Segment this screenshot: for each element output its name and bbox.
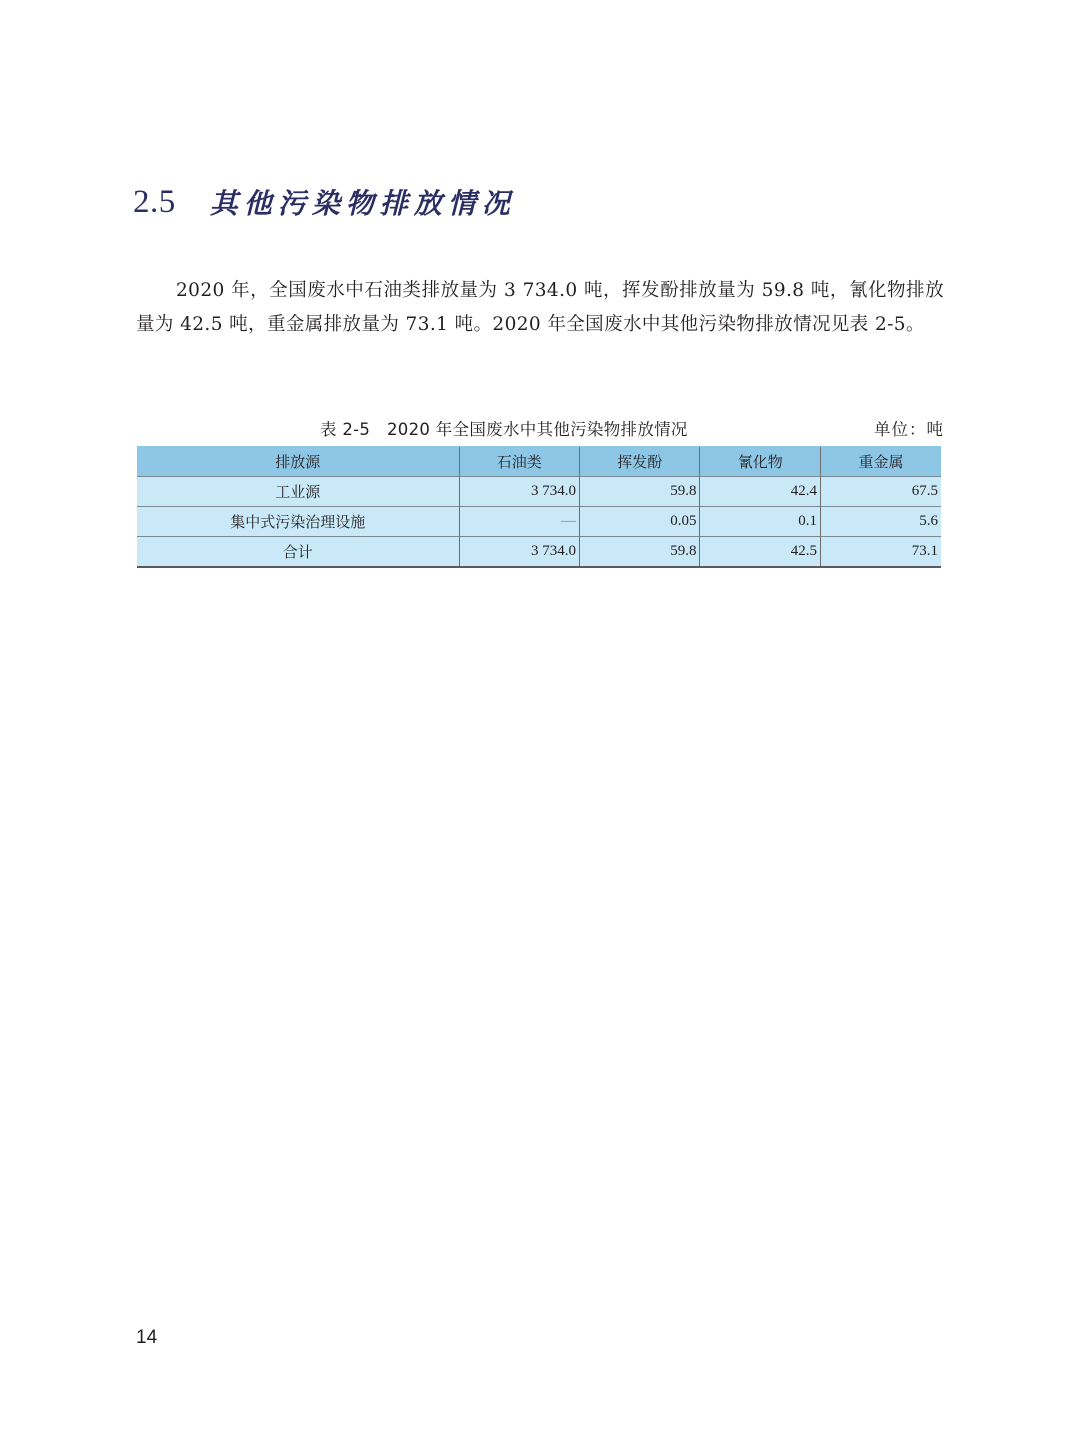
header-source: 排放源: [137, 447, 459, 477]
row-source-label: 工业源: [137, 477, 459, 507]
table-row: [137, 477, 941, 507]
cell-petroleum: 3 734.0: [459, 537, 579, 568]
table-row-total: [137, 537, 941, 568]
cell-phenol: 59.8: [579, 477, 699, 507]
header-phenol: 挥发酚: [579, 447, 699, 477]
cell-heavy-metal: 5.6: [820, 507, 941, 537]
section-number: 2.5: [133, 183, 176, 220]
table-header-row: [137, 447, 941, 477]
table-unit: 单位：吨: [874, 420, 944, 439]
table-row: [137, 507, 941, 537]
cell-cyanide: 42.5: [700, 537, 820, 568]
section-title: 其他污染物排放情况: [209, 187, 516, 220]
table-caption: 表 2-5 2020 年全国废水中其他污染物排放情况: [320, 420, 688, 439]
cell-petroleum: 3 734.0: [459, 477, 579, 507]
cell-cyanide: 42.4: [700, 477, 820, 507]
header-cyanide: 氰化物: [700, 447, 820, 477]
cell-heavy-metal: 67.5: [820, 477, 941, 507]
row-source-label: 集中式污染治理设施: [137, 507, 459, 537]
page-number: 14: [136, 1327, 158, 1348]
cell-phenol: 0.05: [579, 507, 699, 537]
cell-phenol: 59.8: [579, 537, 699, 568]
row-source-label: 合计: [137, 537, 459, 568]
header-heavy-metal: 重金属: [820, 447, 941, 477]
cell-cyanide: 0.1: [700, 507, 820, 537]
header-petroleum: 石油类: [459, 447, 579, 477]
section-heading: [133, 178, 516, 226]
table-caption-row: [136, 414, 944, 442]
cell-heavy-metal: 73.1: [820, 537, 941, 568]
body-paragraph: 2020 年，全国废水中石油类排放量为 3 734.0 吨，挥发酚排放量为 59.8 吨，氰化物排放量为 42.5 吨，重金属排放量为 73.1 吨。2020 年全国废水中其他污染物排放情况见表 2-5。: [136, 280, 944, 335]
cell-petroleum: —: [459, 507, 579, 537]
emissions-table: [137, 446, 941, 568]
